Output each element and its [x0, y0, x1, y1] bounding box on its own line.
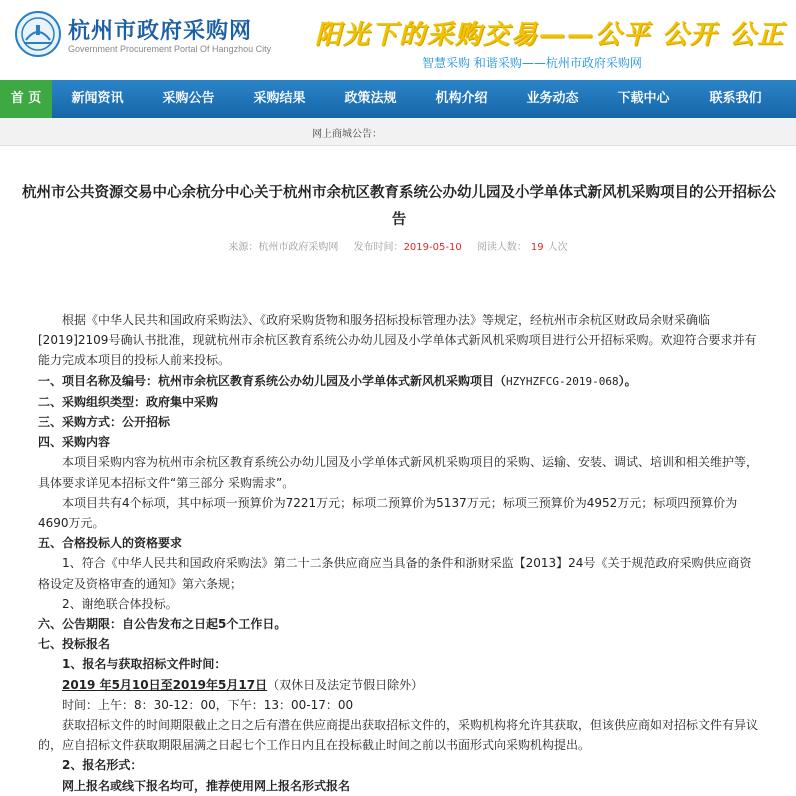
registration-date-range: 2019 年5月10日至2019年5月17日 [62, 677, 268, 692]
section-4-budget: 本项目共有4个标项，其中标项一预算价为7221万元；标项二预算价为5137万元；标项三预算价为4952万元；标项四预算价为4690万元。 [38, 495, 738, 531]
article-body [38, 310, 762, 796]
header-slogan-sub: 智慧采购 和谐采购——杭州市政府采购网 [422, 56, 642, 70]
site-name[interactable]: 杭州市政府采购网 [68, 19, 253, 44]
article-meta [0, 238, 796, 253]
section-5: 五、合格投标人的资格要求 [38, 536, 183, 551]
section-1-label: 一、项目名称及编号：杭州市余杭区教育系统公办幼儿园及小学单体式新风机采购项目（ [38, 373, 507, 388]
nav-item-home[interactable]: 首 页 [0, 80, 52, 118]
article-source: 来源：杭州市政府采购网 [228, 242, 339, 253]
nav-item-procurement-notice[interactable]: 采购公告 [162, 91, 215, 106]
nav-item-procurement-results[interactable]: 采购结果 [253, 91, 306, 106]
nav-item-policies[interactable]: 政策法规 [344, 91, 397, 106]
nav-item-business-news[interactable]: 业务动态 [526, 91, 579, 106]
intro-paragraph: 根据《中华人民共和国政府采购法》、《政府采购货物和服务招标投标管理办法》等规定，经杭州市余杭区财政局余财采确临[2019]2109号确认书批准，现就杭州市余杭区教育系统公办幼儿园及小学单体式新风机采购项目进行公开招标采购。欢迎符合要求并有能力完成本项目的投标人前来投标。 [38, 313, 757, 368]
section-1 [38, 371, 762, 392]
publish-time-value: 2019-05-10 [403, 242, 462, 253]
mall-notice-label[interactable]: 网上商城公告： [312, 129, 382, 140]
readers-unit: 人次 [547, 242, 568, 253]
nav-item-news[interactable]: 新闻资讯 [71, 91, 124, 106]
section-7-hours: 时间：上午：8：30-12：00，下午：13：00-17：00 [62, 697, 354, 712]
section-3: 三、采购方式：公开招标 [38, 415, 171, 430]
readers-count: 19 [530, 242, 544, 253]
nav-item-agencies[interactable]: 机构介绍 [435, 91, 488, 106]
section-7-dates [38, 675, 762, 695]
nav-item-contact[interactable]: 联系我们 [709, 91, 762, 106]
section-7: 七、投标报名 [38, 637, 111, 652]
registration-date-note: （双休日及法定节假日除外） [267, 677, 424, 692]
header-slogan: 阳光下的采购交易——公平 公开 公正 [315, 20, 786, 50]
nav-item-downloads[interactable]: 下载中心 [617, 91, 670, 106]
section-4: 四、采购内容 [38, 435, 111, 450]
site-subtitle: Government Procurement Portal Of Hangzhou City [68, 44, 272, 54]
section-5-item-2: 2、谢绝联合体投标。 [62, 596, 178, 611]
site-logo-icon[interactable] [14, 10, 62, 58]
section-7-note: 获取招标文件的时间期限截止之日之后有潜在供应商提出获取招标文件的，采购机构将允许其获取，但该供应商如对招标文件有异议的，应自招标文件获取期限届满之日起七个工作日内且在投标截止时间之前以书面形式向采购机构提出。 [38, 718, 759, 753]
section-7-2-text: 网上报名或线下报名均可，推荐使用网上报名形式报名 [62, 778, 351, 793]
section-5-item-1: 1、符合《中华人民共和国政府采购法》第二十二条供应商应当具备的条件和浙财采监【2013】24号《关于规范政府采购供应商资格设定及资格审查的通知》第六条规； [38, 556, 752, 591]
section-6: 六、公告期限：自公告发布之日起5个工作日。 [38, 617, 287, 632]
project-code: HZYHZFCG-2019-068 [506, 374, 619, 388]
mall-notice-bar [0, 118, 796, 146]
section-7-1: 1、报名与获取招标文件时间： [62, 657, 227, 672]
readers-label: 阅读人数： [476, 242, 527, 253]
section-1-end: ）。 [618, 373, 637, 388]
section-4-content: 本项目采购内容为杭州市余杭区教育系统公办幼儿园及小学单体式新风机采购项目的采购、运输、安装、调试、培训和相关维护等，具体要求详见本招标文件“第三部分 采购需求”。 [38, 455, 759, 490]
article-title: 杭州市公共资源交易中心余杭分中心关于杭州市余杭区教育系统公办幼儿园及小学单体式新风机采购项目的公开招标公告 [22, 185, 776, 228]
publish-time-label: 发布时间： [353, 242, 404, 253]
main-nav [0, 80, 796, 118]
section-7-2: 2、报名形式： [62, 758, 143, 773]
section-2: 二、采购组织类型：政府集中采购 [38, 394, 219, 409]
site-header [0, 0, 796, 80]
